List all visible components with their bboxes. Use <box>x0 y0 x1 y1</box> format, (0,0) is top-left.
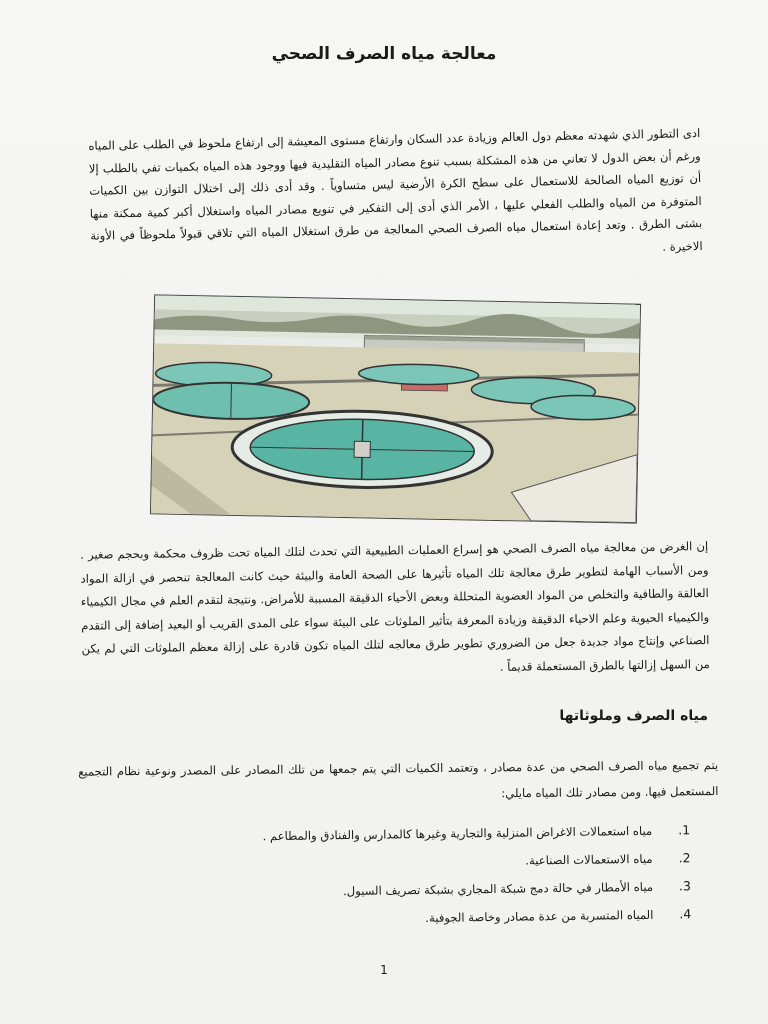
wastewater-treatment-plant-photo <box>151 295 640 522</box>
intro-paragraph: ادى التطور الذي شهدته معظم دول العالم وزيادة عدد السكان وارتفاع مستوى المعيشة إلى ارتفاع ملحوظ في الطلب على المياه ورغم أن بعض الدول لا تعاني من هذه المشكلة بسبب تنوع مصادر المياه التقليدية فيها ووجود هذه المياه بكميات تفي بالطلب إلا أن توزيع المياه الصالحة للاستعمال على سطح الكرة الأرضية ليس متساوياً . وقد أدى ذلك إلى اختلال التوازن بين الكميات المتوفرة من المياه والطلب الفعلي عليها ، الأمر الذي أدى إلى التفكير في تنويع مصادر المياه واستغلال أكبر كمية ممكنة منها بشتى الطرق . وتعد إعادة استعمال مياه الصرف الصحي المعالجة من طرق استغلال المياه التي تلاقي قبولاً ملحوظاً في الأونة الاخيرة . <box>88 125 703 254</box>
sources-list <box>108 816 710 936</box>
list-number: .1 <box>678 822 691 838</box>
list-item-text: مياه الاستعمالات الصناعية. <box>525 851 653 868</box>
page-number: 1 <box>380 963 388 977</box>
list-number: .3 <box>678 878 692 894</box>
list-number: .4 <box>679 906 692 922</box>
list-number: .2 <box>678 850 691 866</box>
section-heading: مياه الصرف وملوثاتها <box>559 708 708 724</box>
page-title: معالجة مياه الصرف الصحي <box>271 44 497 64</box>
purpose-paragraph: إن الغرض من معالجة مياه الصرف الصحي هو إسراع العمليات الطبيعية التي تحدث لتلك المياه تحت ظروف محكمة وبحجم صغير . ومن الأسباب الهامة لتطوير طرق معالجة تلك المياه تأثيرها على الصحة العامة والبيئة حيث كانت المعالجة تنحصر في ازالة المواد العالقة والطافية والتخلص من المواد العضوية المتحللة وبعض الأحياء الدقيقة المسببة للأمراض. ونتيجة لتقدم العلم في مجال الكيمياء والكيمياء الحيوية وعلم الاحياء الدقيقة وزيادة المعرفة بتأثير الملوثات على البيئة سواء على المدى القريب أو البعيد إضافة إلى التقدم الصناعي وإنتاج مواد جديدة جعل من الضروري تطوير طرق معالجه لتلك المياه تكون قادرة على إزالة معظم الملوثات التي لم يكن من السهل إزالتها بالطرق المستعملة قديماً . <box>80 538 710 674</box>
list-item-text: المياه المتسربة من عدة مصادر وخاصة الجوفية. <box>425 907 654 925</box>
list-item-text: مياه الأمطار في حالة دمج شبكة المجاري بشبكة تصريف السيول. <box>342 879 654 899</box>
sources-paragraph: يتم تجميع مياه الصرف الصحي من عدة مصادر ، وتعتمد الكميات التي يتم جمعها من تلك المصادر على المصدر ونوعية نظام التجميع المستعمل فيها. ومن مصادر تلك المياه مايلي: <box>78 757 719 801</box>
list-item-text: مياه استعمالات الاغراض المنزلية والتجارية وغيرها كالمدارس والفنادق والمطاعم . <box>262 823 653 844</box>
